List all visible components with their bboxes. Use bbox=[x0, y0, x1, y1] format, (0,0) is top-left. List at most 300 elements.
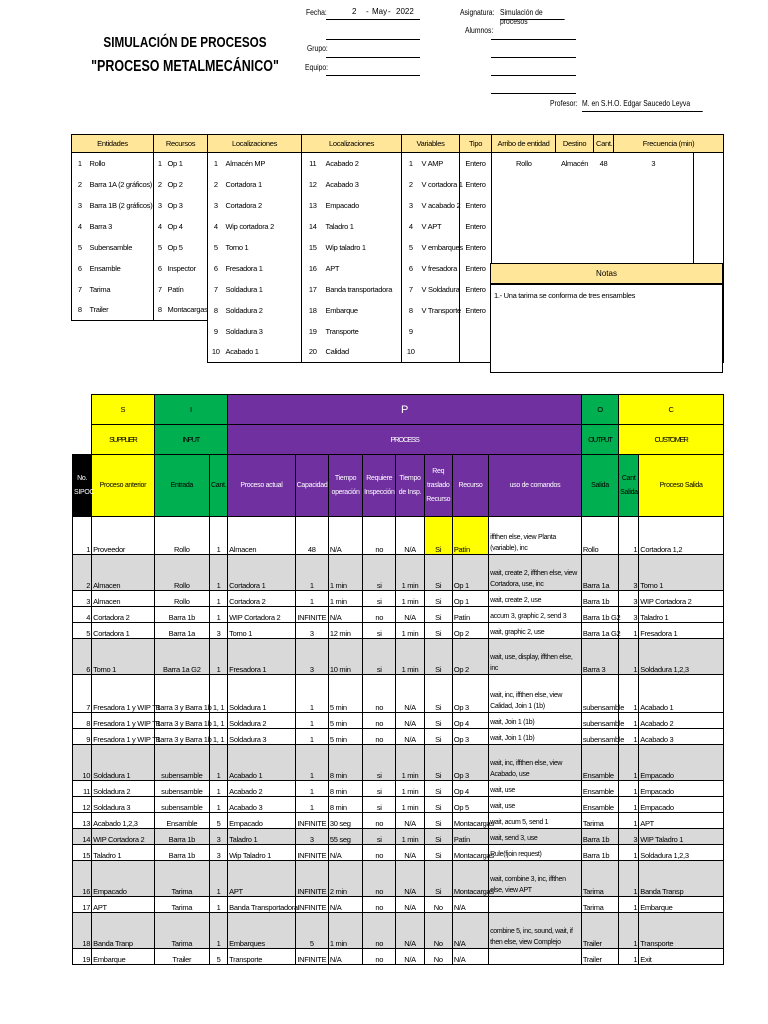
entities-cell bbox=[492, 195, 556, 216]
sipoc-cell: subensamble bbox=[581, 675, 618, 713]
sipoc-cell: Barra 1b G2 bbox=[581, 607, 618, 623]
sipoc-cell: INFINITE bbox=[295, 845, 328, 861]
sipoc-cell: 5 min bbox=[328, 675, 362, 713]
sipoc-cell: 5 bbox=[295, 913, 328, 949]
sipoc-cell: Op 3 bbox=[452, 745, 488, 781]
sipoc-cell: Barra 1b bbox=[154, 829, 209, 845]
sipoc-cell: Soldadura 1 bbox=[92, 745, 154, 781]
sipoc-row bbox=[73, 555, 724, 591]
sipoc-cell: 1 bbox=[210, 517, 228, 555]
sipoc-cell: 1 bbox=[619, 949, 639, 965]
entities-cell-pad bbox=[694, 195, 724, 216]
sipoc-row bbox=[73, 797, 724, 813]
sipoc-cell: wait, acum 5, send 1 bbox=[489, 813, 582, 829]
entities-cell-index: 3 bbox=[154, 195, 166, 216]
sipoc-cell: wait, send 3, use bbox=[489, 829, 582, 845]
sipoc-cell: Rollo bbox=[154, 555, 209, 591]
sipoc-cell: 5 min bbox=[328, 713, 362, 729]
entities-cell-index: 6 bbox=[154, 258, 166, 279]
sipoc-cell: wait, Join 1 (1b) bbox=[489, 729, 582, 745]
sipoc-cell: Si bbox=[424, 623, 452, 639]
entities-cell-pad bbox=[694, 216, 724, 237]
entities-row bbox=[72, 237, 724, 258]
sipoc-cell: 1 bbox=[210, 555, 228, 591]
sipoc-letter-i: I bbox=[154, 395, 228, 425]
sipoc-cell: N/A bbox=[328, 607, 362, 623]
sipoc-row bbox=[73, 675, 724, 713]
grupo-label: Grupo: bbox=[307, 44, 328, 53]
sipoc-cell: Soldadura 3 bbox=[228, 729, 296, 745]
sipoc-cell: Si bbox=[424, 781, 452, 797]
entities-cell-index: 6 bbox=[72, 258, 88, 279]
col-entrada: Entrada bbox=[154, 455, 209, 517]
fecha-day: 2 bbox=[352, 7, 357, 16]
sipoc-cell: Almacen bbox=[92, 555, 154, 591]
sipoc-cell: 19 bbox=[73, 949, 92, 965]
sipoc-row bbox=[73, 623, 724, 639]
sipoc-cell: Torno 1 bbox=[92, 639, 154, 675]
sipoc-cell: N/A bbox=[452, 949, 488, 965]
grupo-field-2[interactable] bbox=[326, 42, 420, 58]
sipoc-cell: Acabado 3 bbox=[228, 797, 296, 813]
sipoc-cell: subensamble bbox=[154, 745, 209, 781]
entities-cell bbox=[556, 216, 594, 237]
sipoc-cell: Fresadora 1 y WIP T1 bbox=[92, 729, 154, 745]
sipoc-row bbox=[73, 913, 724, 949]
sipoc-cell: 8 bbox=[73, 713, 92, 729]
sipoc-cell: Si bbox=[424, 729, 452, 745]
sipoc-cell: Taladro 1 bbox=[639, 607, 724, 623]
entities-cell-index bbox=[154, 342, 166, 363]
sipoc-cell: 1 bbox=[210, 591, 228, 607]
sipoc-row bbox=[73, 845, 724, 861]
sipoc-cell: Si bbox=[424, 517, 452, 555]
sipoc-cell: Montacargas bbox=[452, 813, 488, 829]
sipoc-cell: no bbox=[363, 845, 396, 861]
entities-row bbox=[72, 174, 724, 195]
sipoc-cell: Transporte bbox=[639, 913, 724, 949]
entities-cell-index: 3 bbox=[208, 195, 224, 216]
sipoc-cell: si bbox=[363, 781, 396, 797]
sipoc-cell: 1 min bbox=[396, 555, 424, 591]
sipoc-cell: 12 bbox=[73, 797, 92, 813]
entities-cell: Op 4 bbox=[166, 216, 208, 237]
sipoc-cell: 1 bbox=[295, 781, 328, 797]
sipoc-cell: Si bbox=[424, 829, 452, 845]
sipoc-cell: 8 min bbox=[328, 797, 362, 813]
entities-cell-index: 17 bbox=[302, 279, 324, 300]
col-cant: Cant. bbox=[210, 455, 228, 517]
entities-cell-index: 10 bbox=[402, 342, 420, 363]
sipoc-cell: 2 min bbox=[328, 861, 362, 897]
sipoc-cell: 15 bbox=[73, 845, 92, 861]
sipoc-cell: 8 min bbox=[328, 781, 362, 797]
entities-cell-index: 5 bbox=[402, 237, 420, 258]
sipoc-cell: 7 bbox=[73, 675, 92, 713]
sipoc-cell: Embarque bbox=[92, 949, 154, 965]
sipoc-cell: 1 bbox=[210, 781, 228, 797]
entities-cell: 48 bbox=[599, 158, 608, 168]
entities-cell: Wip cortadora 2 bbox=[224, 216, 302, 237]
entities-cell: Op 3 bbox=[166, 195, 208, 216]
sipoc-cell: 3 bbox=[295, 829, 328, 845]
sipoc-cell: Banda Tranp bbox=[92, 913, 154, 949]
entities-cell-index: 5 bbox=[208, 237, 224, 258]
sipoc-cell: Tarima bbox=[581, 897, 618, 913]
sipoc-cell: Almacen bbox=[92, 591, 154, 607]
sipoc-cell: 1 min bbox=[328, 591, 362, 607]
sipoc-cell: Soldadura 3 bbox=[92, 797, 154, 813]
entities-cell: 3 bbox=[614, 153, 694, 174]
entities-cell: Transporte bbox=[324, 321, 402, 342]
col-no-sipoc: No. SIPOC bbox=[73, 455, 92, 517]
entities-cell: APT bbox=[324, 258, 402, 279]
sipoc-cell: wait, inc, iffthen else, view Calidad, Join 1 (1b) bbox=[489, 675, 582, 713]
col-requiere-inspeccion: Requiere Inspección bbox=[363, 455, 396, 517]
entities-cell-index: 7 bbox=[72, 279, 88, 300]
sipoc-cell: 1 bbox=[619, 517, 639, 555]
entities-cell bbox=[594, 216, 614, 237]
sipoc-cell: 1 bbox=[619, 813, 639, 829]
sipoc-cell: Taladro 1 bbox=[228, 829, 296, 845]
col-localizaciones-2: Localizaciones bbox=[302, 135, 402, 153]
sipoc-row bbox=[73, 829, 724, 845]
entities-cell-index: 1 bbox=[208, 153, 224, 174]
sipoc-cell: Op 4 bbox=[452, 713, 488, 729]
sipoc-cell: APT bbox=[639, 813, 724, 829]
sipoc-cell: N/A bbox=[396, 517, 424, 555]
sipoc-cell: Cortadora 1 bbox=[92, 623, 154, 639]
sipoc-cell: 1 bbox=[619, 623, 639, 639]
equipo-field[interactable] bbox=[326, 60, 420, 76]
sipoc-cell: Wip Taladro 1 bbox=[228, 845, 296, 861]
sipoc-cell: Cortadora 2 bbox=[92, 607, 154, 623]
entities-cell: Entero bbox=[460, 300, 492, 321]
sipoc-cell: No bbox=[424, 949, 452, 965]
sipoc-cell: 1 bbox=[210, 797, 228, 813]
sipoc-cell: 1 bbox=[619, 729, 639, 745]
entities-row bbox=[72, 216, 724, 237]
col-destino: Destino bbox=[556, 135, 594, 153]
sipoc-cell: Ensamble bbox=[154, 813, 209, 829]
entities-cell bbox=[492, 174, 556, 195]
sipoc-cell: si bbox=[363, 829, 396, 845]
sipoc-cell: 1 bbox=[210, 639, 228, 675]
sipoc-cell: no bbox=[363, 675, 396, 713]
alumnos-field-4[interactable] bbox=[491, 78, 576, 94]
sipoc-cell: 3 bbox=[619, 591, 639, 607]
entities-cell: Subensamble bbox=[88, 237, 154, 258]
col-req-traslado: Req traslado Recurso bbox=[424, 455, 452, 517]
entities-cell-index: 7 bbox=[208, 279, 224, 300]
sipoc-cell: 1 bbox=[619, 845, 639, 861]
sipoc-cell: 1 bbox=[619, 897, 639, 913]
sipoc-cell: 55 seg bbox=[328, 829, 362, 845]
entities-cell: Torno 1 bbox=[224, 237, 302, 258]
sipoc-cell: Si bbox=[424, 745, 452, 781]
sipoc-cell: Tarima bbox=[154, 861, 209, 897]
sipoc-letter-row bbox=[73, 395, 724, 425]
sipoc-cell: 3 bbox=[295, 623, 328, 639]
sipoc-cell: Trailer bbox=[154, 949, 209, 965]
col-variables: Variables bbox=[402, 135, 460, 153]
sipoc-cell: Rollo bbox=[154, 591, 209, 607]
profesor-field[interactable]: M. en S.H.O. Edgar Saucedo Leyva bbox=[582, 97, 703, 112]
entities-row bbox=[72, 153, 724, 174]
entities-cell: Entero bbox=[460, 195, 492, 216]
sipoc-cell: No bbox=[424, 913, 452, 949]
entities-cell bbox=[492, 216, 556, 237]
sipoc-cell: 1 bbox=[619, 745, 639, 781]
sipoc-cell: Cortadora 1 bbox=[228, 555, 296, 591]
sipoc-cell: 1 min bbox=[396, 591, 424, 607]
entities-cell-index: 12 bbox=[302, 174, 324, 195]
sipoc-word-input: INPUT bbox=[154, 425, 228, 455]
sipoc-cell: APT bbox=[92, 897, 154, 913]
entities-cell: Barra 1A (2 gráficos) bbox=[88, 174, 154, 195]
sipoc-cell: N/A bbox=[396, 949, 424, 965]
sipoc-cell: accum 3, graphic 2, send 3 bbox=[489, 607, 582, 623]
sipoc-cell: INFINITE bbox=[295, 897, 328, 913]
sipoc-cell: wait, graphic 2, use bbox=[489, 623, 582, 639]
sipoc-cell: Si bbox=[424, 639, 452, 675]
sipoc-cell: N/A bbox=[396, 713, 424, 729]
profesor-label: Profesor: bbox=[550, 99, 578, 108]
sipoc-table bbox=[72, 394, 724, 965]
entities-cell bbox=[594, 174, 614, 195]
sipoc-cell: wait, inc, iffthen else, view Acabado, use bbox=[489, 745, 582, 781]
sipoc-cell: 3 bbox=[619, 555, 639, 591]
sipoc-cell: wait, Join 1 (1b) bbox=[489, 713, 582, 729]
sipoc-cell: Si bbox=[424, 797, 452, 813]
sipoc-cell: 12 min bbox=[328, 623, 362, 639]
entities-cell: V fresadora bbox=[420, 258, 460, 279]
sipoc-cell: N/A bbox=[452, 897, 488, 913]
entities-cell: Entero bbox=[460, 258, 492, 279]
fecha-year: 2022 bbox=[396, 7, 414, 16]
sipoc-cell: Banda Transp bbox=[639, 861, 724, 897]
sipoc-cell: Acabado 1 bbox=[228, 745, 296, 781]
asignatura-field[interactable]: Simulación de procesos bbox=[500, 6, 565, 20]
sipoc-letter-o: O bbox=[581, 395, 618, 425]
entities-cell-index: 2 bbox=[208, 174, 224, 195]
sipoc-cell: Barra 1b bbox=[581, 591, 618, 607]
entities-cell-index: 10 bbox=[208, 342, 224, 363]
sipoc-cell: Si bbox=[424, 861, 452, 897]
entities-cell: Patín bbox=[166, 279, 208, 300]
sipoc-cell: 1 bbox=[619, 861, 639, 897]
sipoc-cell: subensamble bbox=[581, 713, 618, 729]
sipoc-cell: Rollo bbox=[581, 517, 618, 555]
document-title: SIMULACIÓN DE PROCESOS bbox=[103, 34, 267, 51]
entities-cell bbox=[594, 195, 614, 216]
sipoc-cell bbox=[489, 897, 582, 913]
entities-cell bbox=[556, 174, 594, 195]
entities-cell: Entero bbox=[460, 279, 492, 300]
entities-cell-index: 3 bbox=[72, 195, 88, 216]
entities-cell bbox=[614, 195, 694, 216]
entities-cell-index: 4 bbox=[154, 216, 166, 237]
fecha-sep1: - bbox=[366, 7, 369, 16]
entities-cell-index: 18 bbox=[302, 300, 324, 321]
sipoc-cell: Torno 1 bbox=[639, 555, 724, 591]
sipoc-cell: subensamble bbox=[154, 781, 209, 797]
sipoc-cell: Empacado bbox=[228, 813, 296, 829]
sipoc-cell: subensamble bbox=[581, 729, 618, 745]
sipoc-word-output: OUTPUT bbox=[581, 425, 618, 455]
col-arribo: Arribo de entidad bbox=[492, 135, 556, 153]
entities-cell-index: 20 bbox=[302, 342, 324, 363]
sipoc-cell: no bbox=[363, 813, 396, 829]
sipoc-row bbox=[73, 729, 724, 745]
col-tiempo-insp: Tiempo de Insp. bbox=[396, 455, 424, 517]
entities-cell bbox=[556, 195, 594, 216]
entities-cell-index: 7 bbox=[402, 279, 420, 300]
sipoc-cell: 3 bbox=[619, 607, 639, 623]
alumnos-field-3[interactable] bbox=[491, 60, 576, 76]
sipoc-cell: Si bbox=[424, 845, 452, 861]
sipoc-cell: INFINITE bbox=[295, 813, 328, 829]
sipoc-cell: N/A bbox=[452, 913, 488, 949]
sipoc-cell: no bbox=[363, 729, 396, 745]
sipoc-cell: combine 5, inc, sound, wait, if then else, view Complejo bbox=[489, 913, 582, 949]
sipoc-cell: no bbox=[363, 949, 396, 965]
sipoc-cell: si bbox=[363, 745, 396, 781]
col-salida: Salida bbox=[581, 455, 618, 517]
sipoc-cell: no bbox=[363, 861, 396, 897]
sipoc-cell: 16 bbox=[73, 861, 92, 897]
entities-cell: Banda transportadora bbox=[324, 279, 402, 300]
sipoc-cell: Tarima bbox=[581, 861, 618, 897]
sipoc-cell: 1 bbox=[619, 675, 639, 713]
sipoc-cell: Si bbox=[424, 591, 452, 607]
entities-cell-index: 8 bbox=[72, 300, 88, 321]
sipoc-cell: si bbox=[363, 591, 396, 607]
entities-cell-index: 19 bbox=[302, 321, 324, 342]
sipoc-cell: Barra 3 bbox=[581, 639, 618, 675]
sipoc-cell: si bbox=[363, 797, 396, 813]
sipoc-cell: si bbox=[363, 639, 396, 675]
sipoc-cell: 3 bbox=[73, 591, 92, 607]
sipoc-cell: Fresadora 1 y WIP T1 bbox=[92, 675, 154, 713]
sipoc-cell: Embarques bbox=[228, 913, 296, 949]
alumnos-field-2[interactable] bbox=[491, 42, 576, 58]
entities-cell-index: 1 bbox=[402, 153, 420, 174]
sipoc-cell: Barra 1a bbox=[581, 555, 618, 591]
entities-cell: Fresadora 1 bbox=[224, 258, 302, 279]
entities-cell: Taladro 1 bbox=[324, 216, 402, 237]
entities-cell-index: 4 bbox=[72, 216, 88, 237]
sipoc-cell: no bbox=[363, 713, 396, 729]
sipoc-cell: Acabado 3 bbox=[639, 729, 724, 745]
sipoc-cell: 17 bbox=[73, 897, 92, 913]
sipoc-cell: 1 bbox=[295, 729, 328, 745]
fecha-sep2: - bbox=[388, 7, 391, 16]
sipoc-cell: 14 bbox=[73, 829, 92, 845]
fecha-field[interactable] bbox=[326, 6, 420, 20]
sipoc-cell: Rule(fjoin request) bbox=[489, 845, 582, 861]
sipoc-cell: 5 bbox=[210, 813, 228, 829]
entities-cell bbox=[166, 321, 208, 342]
sipoc-cell: 1 bbox=[295, 591, 328, 607]
entities-cell bbox=[614, 237, 694, 258]
sipoc-cell: Fresadora 1 y WIP T1 bbox=[92, 713, 154, 729]
col-capacidad: Capacidad bbox=[295, 455, 328, 517]
col-recursos: Recursos bbox=[154, 135, 208, 153]
col-localizaciones-1: Localizaciones bbox=[208, 135, 302, 153]
alumnos-label: Alumnos: bbox=[465, 26, 494, 35]
entities-cell bbox=[614, 174, 694, 195]
fecha-label: Fecha: bbox=[306, 8, 327, 17]
sipoc-cell: 1 bbox=[73, 517, 92, 555]
sipoc-cell: 1 min bbox=[396, 797, 424, 813]
col-cant: Cant. bbox=[594, 135, 614, 153]
sipoc-row bbox=[73, 781, 724, 797]
sipoc-cell: Barra 1a bbox=[154, 623, 209, 639]
entities-cell bbox=[460, 321, 492, 342]
sipoc-cell: Tarima bbox=[581, 813, 618, 829]
entities-cell: Entero bbox=[460, 216, 492, 237]
entities-cell: V APT bbox=[420, 216, 460, 237]
document-subtitle: "PROCESO METALMECÁNICO" bbox=[91, 58, 279, 75]
col-tiempo-operacion: Tiempo operación bbox=[328, 455, 362, 517]
sipoc-row bbox=[73, 897, 724, 913]
sipoc-cell: APT bbox=[228, 861, 296, 897]
grupo-field[interactable] bbox=[326, 24, 420, 40]
sipoc-cell: Acabado 2 bbox=[228, 781, 296, 797]
entities-cell-index: 7 bbox=[154, 279, 166, 300]
sipoc-cell: N/A bbox=[328, 897, 362, 913]
sipoc-row bbox=[73, 861, 724, 897]
sipoc-row bbox=[73, 517, 724, 555]
sipoc-cell: iffthen else, view Planta (variable), inc bbox=[489, 517, 582, 555]
sipoc-cell: 1 min bbox=[396, 781, 424, 797]
sipoc-cell: Cortadora 2 bbox=[228, 591, 296, 607]
sipoc-cell: 1 bbox=[295, 555, 328, 591]
sipoc-cell: INFINITE bbox=[295, 607, 328, 623]
entities-cell-pad bbox=[694, 174, 724, 195]
sipoc-cell: N/A bbox=[396, 897, 424, 913]
sipoc-cell: N/A bbox=[396, 861, 424, 897]
sipoc-cell: 4 bbox=[73, 607, 92, 623]
sipoc-cell: 1 min bbox=[396, 639, 424, 675]
sipoc-cell: Barra 3 y Barra 1b bbox=[154, 713, 209, 729]
sipoc-cell: Barra 1a G2 bbox=[581, 623, 618, 639]
sipoc-cell: 1 min bbox=[396, 623, 424, 639]
entities-cell: Cortadora 1 bbox=[224, 174, 302, 195]
entities-cell-index: 11 bbox=[302, 153, 324, 174]
entities-cell bbox=[420, 342, 460, 363]
entities-cell: Ensamble bbox=[88, 258, 154, 279]
sipoc-cell: Tarima bbox=[154, 913, 209, 949]
sipoc-cell: Op 2 bbox=[452, 639, 488, 675]
entities-cell: Entero bbox=[460, 237, 492, 258]
sipoc-cell: 1 bbox=[210, 897, 228, 913]
entities-cell-index: 1 bbox=[154, 153, 166, 174]
sipoc-cell: si bbox=[363, 623, 396, 639]
sipoc-word-row bbox=[73, 425, 724, 455]
sipoc-cell: Barra 1b bbox=[154, 845, 209, 861]
entities-cell: V embarques bbox=[420, 237, 460, 258]
entities-cell: Acabado 1 bbox=[224, 342, 302, 363]
sipoc-cell: Acabado 1 bbox=[639, 675, 724, 713]
sipoc-cell: Patín bbox=[452, 829, 488, 845]
sipoc-cell: N/A bbox=[396, 675, 424, 713]
sipoc-cell: 5 min bbox=[328, 729, 362, 745]
sipoc-cell: N/A bbox=[396, 813, 424, 829]
sipoc-cell: 3 bbox=[210, 623, 228, 639]
alumnos-field-1[interactable] bbox=[491, 24, 576, 40]
